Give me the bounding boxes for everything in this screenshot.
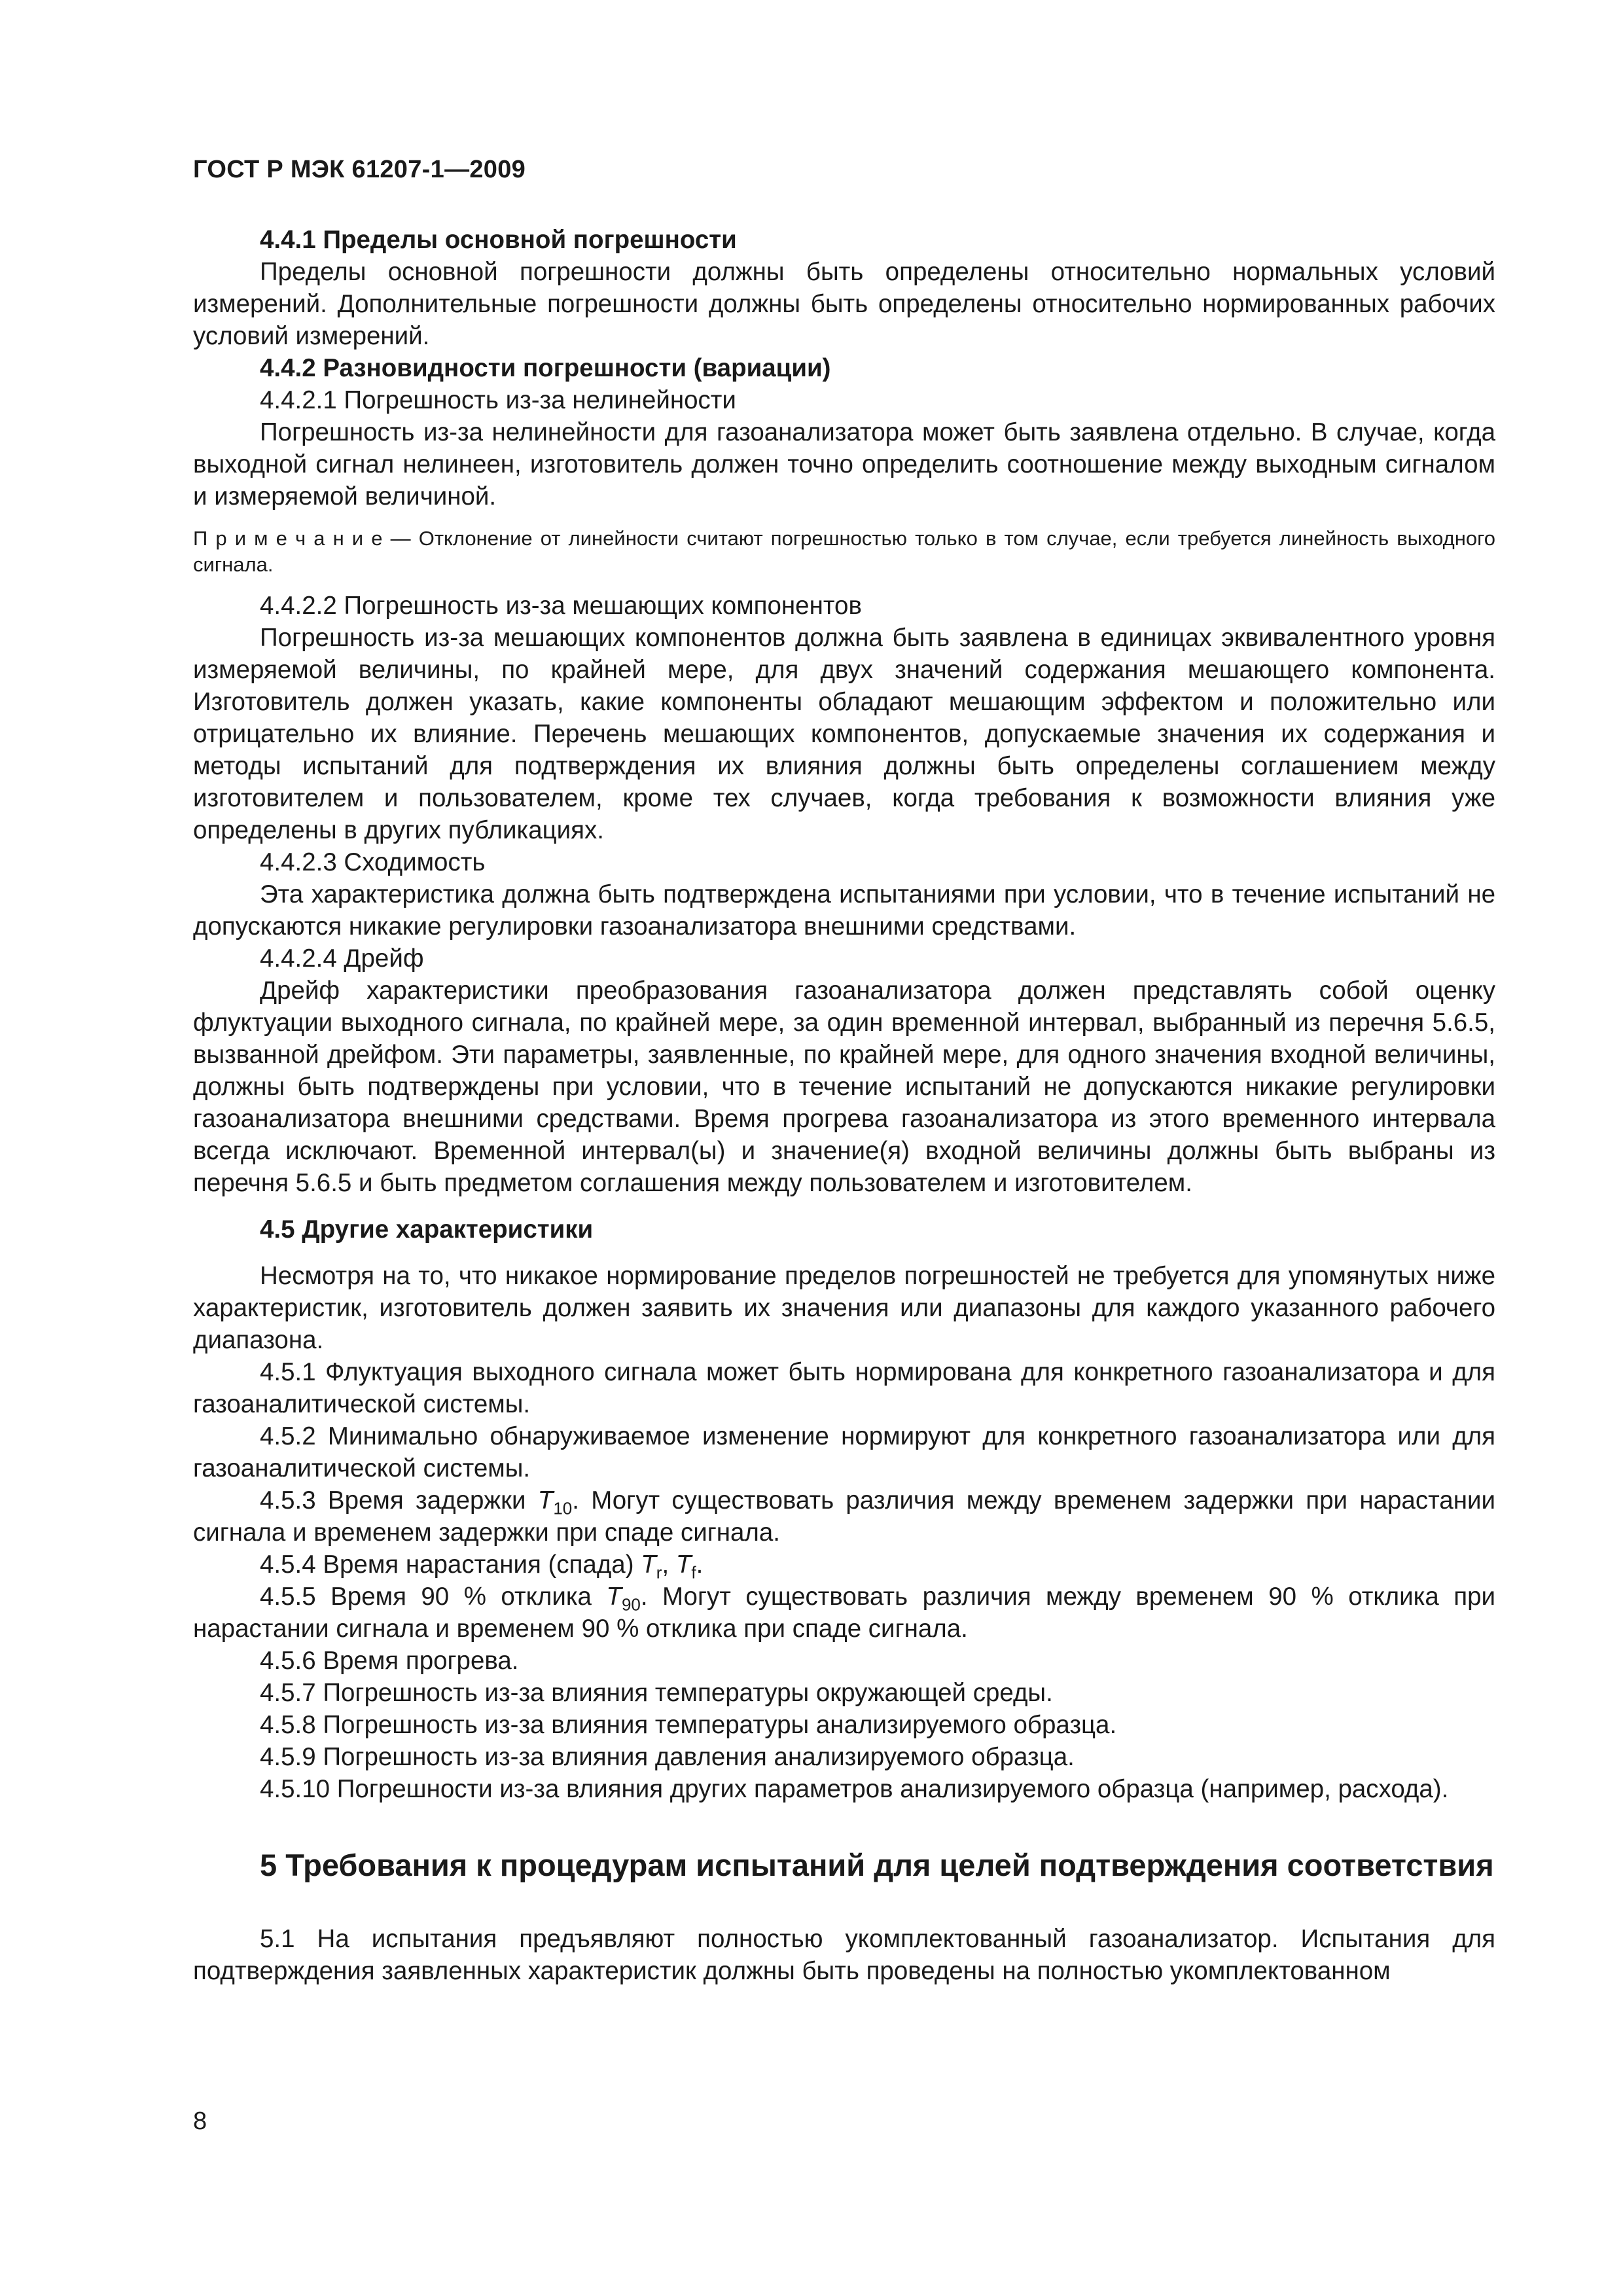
item-4-5-2: 4.5.2 Минимально обнаруживаемое изменение нормируют для конкретного газоанализатора или для газоаналитической системы. bbox=[193, 1422, 1495, 1482]
item-4-5-4: 4.5.4 Время нарастания (спада) $T_r$, $T_f$. bbox=[260, 1551, 704, 1583]
section-heading-5: 5 Требования к процедурам испытаний для целей подтверждения соответствия bbox=[260, 1848, 1494, 1882]
paragraph-4-4-1: Пределы основной погрешности должны быть определены относительно нормальных условий измерений. Дополнительные погрешности должны быть определены относительно нормированных рабочих условий измерений. bbox=[193, 258, 1495, 350]
item-4-5-3: 4.5.3 Время задержки $T_{10}$. Могут существовать различия между временем задержки при нарастании сигнала и временем задержки при спаде сигнала. bbox=[193, 1486, 1495, 1547]
paragraph-4-4-2-4: Дрейф характеристики преобразования газоанализатора должен представлять собой оценку флуктуации выходного сигнала, по крайней мере, за один временной интервал, выбранный из перечня 5.6.5, вызванной дрейфом. Эти параметры, заявленные, по крайней мере, для одного значения входной величины, должны быть подтверждены при условии, что в течение испытаний не допускаются никакие регулировки газоанализатора внешними средствами. Время прогрева газоанализатора из этого временного интервала всегда исключают. Временной интервал(ы) и значение(я) входной величины должны быть выбраны из перечня 5.6.5 и быть предметом соглашения между пользователем и изготовителем. bbox=[193, 977, 1495, 1197]
subsection-heading-4-4-2-1: 4.4.2.1 Погрешность из-за нелинейности bbox=[260, 386, 736, 414]
section-heading-4-4-1: 4.4.1 Пределы основной погрешности bbox=[260, 226, 737, 254]
paragraph-4-4-2-3: Эта характеристика должна быть подтверждена испытаниями при условии, что в течение испытаний не допускаются никакие регулировки газоанализатора внешними средствами. bbox=[193, 880, 1495, 941]
subsection-heading-4-4-2-3: 4.4.2.3 Сходимость bbox=[260, 848, 486, 876]
item-4-5-10: 4.5.10 Погрешности из-за влияния других параметров анализируемого образца (например, расхода). bbox=[260, 1775, 1449, 1803]
note bbox=[193, 526, 1495, 578]
subsection-heading-4-4-2-2: 4.4.2.2 Погрешность из-за мешающих компонентов bbox=[260, 592, 862, 620]
paragraph-4-4-2-2: Погрешность из-за мешающих компонентов должна быть заявлена в единицах эквивалентного уровня измеряемой величины, по крайней мере, для двух значений содержания мешающего компонента. Изготовитель должен указать, какие компоненты обладают мешающим эффектом и положительно или отрицательно их влияние. Перечень мешающих компонентов, допускаемые значения их содержания и методы испытаний для подтверждения их влияния должны быть определены соглашением между изготовителем и пользователем, кроме тех случаев, когда требования к возможности влияния уже определены в других публикациях. bbox=[193, 624, 1495, 844]
item-4-5-6: 4.5.6 Время прогрева. bbox=[260, 1647, 519, 1675]
subsection-heading-4-4-2-4: 4.4.2.4 Дрейф bbox=[260, 944, 424, 973]
item-4-5-7: 4.5.7 Погрешность из-за влияния температуры окружающей среды. bbox=[260, 1679, 1053, 1707]
paragraph-4-4-2-1: Погрешность из-за нелинейности для газоанализатора может быть заявлена отдельно. В случае, когда выходной сигнал нелинеен, изготовитель должен точно определить соотношение между выходным сигналом и измеряемой величиной. bbox=[193, 418, 1495, 511]
page-content bbox=[193, 224, 1495, 1987]
item-4-5-1: 4.5.1 Флуктуация выходного сигнала может быть нормирована для конкретного газоанализатора и для газоаналитической системы. bbox=[193, 1358, 1495, 1418]
note-label: П р и м е ч а н и е bbox=[193, 527, 383, 550]
paragraph-4-5-intro: Несмотря на то, что никакое нормирование пределов погрешностей не требуется для упомянутых ниже характеристик, изготовитель должен заявить их значения или диапазоны для каждого указанного рабочего диапазона. bbox=[193, 1262, 1495, 1354]
paragraph-5-1: 5.1 На испытания предъявляют полностью укомплектованный газоанализатор. Испытания для подтверждения заявленных характеристик должны быть проведены на полностью укомплектованном bbox=[193, 1925, 1495, 1985]
section-heading-4-5: 4.5 Другие характеристики bbox=[260, 1215, 594, 1244]
document-header: ГОСТ Р МЭК 61207-1—2009 bbox=[193, 156, 526, 183]
item-4-5-5: 4.5.5 Время 90 % отклика $T_{90}$. Могут существовать различия между временем 90 % отклика при нарастании сигнала и временем 90 % отклика при спаде сигнала. bbox=[193, 1583, 1495, 1643]
item-4-5-9: 4.5.9 Погрешность из-за влияния давления анализируемого образца. bbox=[260, 1743, 1075, 1771]
item-4-5-8: 4.5.8 Погрешность из-за влияния температуры анализируемого образца. bbox=[260, 1711, 1117, 1739]
page-number: 8 bbox=[193, 2108, 207, 2135]
section-heading-4-4-2: 4.4.2 Разновидности погрешности (вариации) bbox=[260, 354, 831, 382]
note-text: — Отклонение от линейности считают погрешностью только в том случае, если требуется линейность выходного сигнала. bbox=[193, 527, 1495, 576]
